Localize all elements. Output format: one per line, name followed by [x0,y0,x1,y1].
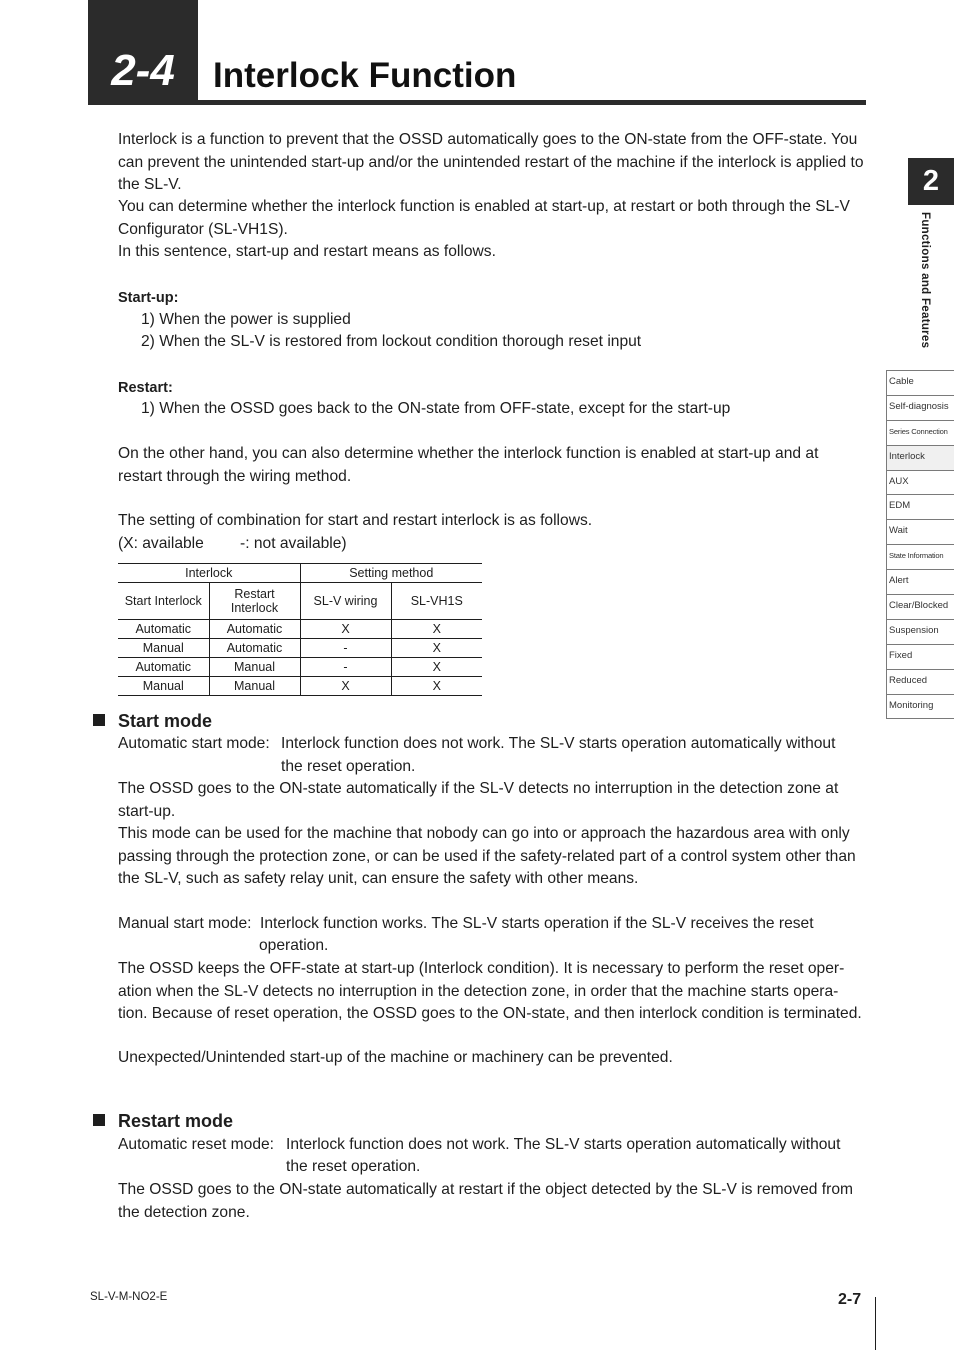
table-cell: Manual [118,677,209,696]
square-bullet-icon [93,714,105,726]
wiring-note: On the other hand, you can also determine whether the interlock function is enabled at start-up and at restart through the wiring method. [118,445,819,485]
index-item-series-connection: Series Connection [886,421,954,446]
start-mode-heading [93,709,212,733]
auto-start-desc-line-1: Interlock function does not work. The SL-V starts operation automatically without [281,735,836,752]
table-cell: Manual [118,639,209,658]
chapter-number: 2-4 [111,46,175,95]
table-cell: Manual [209,677,300,696]
table-cell: Automatic [209,639,300,658]
table-cell: X [391,658,482,677]
table-cell: Automatic [118,658,209,677]
restart-mode-heading-text: Restart mode [118,1111,234,1131]
manual-start-desc-line-2: operation. [259,937,329,954]
index-item-edm: EDM [886,495,954,520]
combination-note: The setting of combination for start and restart interlock is as follows. [118,512,593,529]
start-mode-heading-text: Start mode [118,711,213,731]
table-cell: X [391,677,482,696]
index-item-suspension: Suspension [886,620,954,645]
auto-start-paragraph-2: This mode can be used for the machine that nobody can go into or approach the hazardous area with only passing through the protection zone, or can be used if the safety-related part of a control system other than the SL-V, such as safety relay unit, can ensure the safety with other means. [118,825,856,887]
index-item-interlock: Interlock [886,446,954,471]
index-item-cable: Cable [886,371,954,396]
intro-paragraph-3: In this sentence, start-up and restart means as follows. [118,243,496,260]
table-col-wiring: SL-V wiring [300,583,391,620]
table-header-row [118,564,482,583]
index-item-clear-blocked: Clear/Blocked [886,595,954,620]
manual-start-paragraph-1: The OSSD keeps the OFF-state at start-up (Interlock condition). It is necessary to perform the reset oper-ation when the SL-V detects no interruption in the detection zone, in order that the machine starts opera-tion. Because of reset operation, the OSSD goes to the ON-state, and then interlock condition is terminated. [118,960,862,1022]
index-item-alert: Alert [886,570,954,595]
index-item-aux: AUX [886,471,954,496]
restart-item-1: 1) When the OSSD goes back to the ON-state from OFF-state, except for the start-up [141,400,731,417]
intro-paragraph-1: Interlock is a function to prevent that the OSSD automatically goes to the ON-state from the OFF-state. You can prevent the unintended start-up and/or the unintended restart of the machine if the interlock is applied to the SL-V. [118,131,864,193]
table-row [118,620,482,639]
table-col-start: Start Interlock [118,583,209,620]
page-number: 2-7 [838,1291,862,1308]
manual-start-desc-line-1: Interlock function works. The SL-V starts operation if the SL-V receives the reset [260,915,814,932]
table-subheader-row [118,583,482,620]
table-group-setting: Setting method [300,564,482,583]
footer-rule [875,1297,876,1350]
square-bullet-icon [93,1114,105,1126]
manual-start-paragraph-2: Unexpected/Unintended start-up of the machine or machinery can be prevented. [118,1049,673,1066]
table-cell: Manual [209,658,300,677]
legend-not-available: -: not available) [240,535,347,552]
table-col-restart: Restart Interlock [209,583,300,620]
table-row [118,677,482,696]
index-item-self-diagnosis: Self-diagnosis [886,396,954,421]
table-group-interlock: Interlock [118,564,300,583]
auto-start-desc-line-2: the reset operation. [281,758,416,775]
chapter-number-box [88,0,198,105]
document-id: SL-V-M-NO2-E [90,1291,168,1303]
table-row [118,658,482,677]
auto-reset-paragraph-1: The OSSD goes to the ON-state automatically at restart if the object detected by the SL-V is removed from the detection zone. [118,1181,853,1221]
intro-paragraph-2: You can determine whether the interlock function is enabled at start-up, at restart or both through the SL-V Configurator (SL-VH1S). [118,198,850,238]
startup-item-2: 2) When the SL-V is restored from lockout condition thorough reset input [141,333,642,350]
title-rule [198,100,866,105]
table-cell: - [300,639,391,658]
index-item-state-information: State Information [886,545,954,570]
table-cell: X [300,620,391,639]
restart-label: Restart: [118,380,173,396]
legend-available: (X: available [118,535,204,552]
index-item-monitoring: Monitoring [886,695,954,720]
chapter-label-vertical: Functions and Features [919,212,931,349]
auto-reset-label: Automatic reset mode: [118,1136,275,1153]
table-cell: X [300,677,391,696]
table-cell: X [391,620,482,639]
table-cell: Automatic [118,620,209,639]
restart-mode-heading [93,1109,233,1133]
table-row [118,639,482,658]
auto-reset-desc-line-2: the reset operation. [286,1158,421,1175]
index-item-wait: Wait [886,520,954,545]
auto-start-paragraph-1: The OSSD goes to the ON-state automatically if the SL-V detects no interruption in the detection zone at start-up. [118,780,839,820]
index-item-fixed: Fixed [886,645,954,670]
interlock-table [118,563,482,696]
startup-item-1: 1) When the power is supplied [141,311,351,328]
manual-start-label: Manual start mode: [118,915,252,932]
startup-label: Start-up: [118,290,179,306]
table-cell: Automatic [209,620,300,639]
auto-start-label: Automatic start mode: [118,735,270,752]
chapter-tab: 2 [908,158,954,205]
table-col-vh1s: SL-VH1S [391,583,482,620]
section-index [886,370,954,719]
page-title: Interlock Function [213,56,517,95]
index-item-reduced: Reduced [886,670,954,695]
table-cell: - [300,658,391,677]
auto-reset-desc-line-1: Interlock function does not work. The SL-V starts operation automatically without [286,1136,841,1153]
table-cell: X [391,639,482,658]
